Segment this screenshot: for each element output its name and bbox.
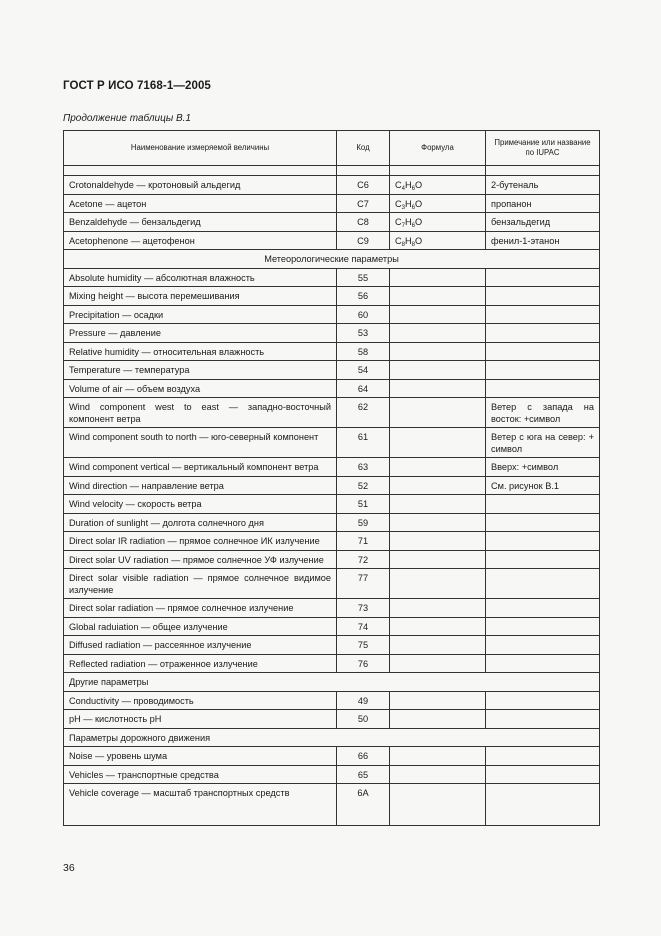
table-row	[64, 747, 600, 766]
formula-element: H	[404, 180, 412, 190]
cell-code: C9	[337, 231, 390, 250]
table-row	[64, 569, 600, 599]
table-row	[64, 599, 600, 618]
column-header-code: Код	[337, 131, 390, 166]
cell-name: Noise — уровень шума	[64, 747, 337, 766]
cell-name: Wind component south to north — юго-северный компонент	[64, 428, 337, 458]
cell-code: 64	[337, 379, 390, 398]
cell-code: 50	[337, 710, 390, 729]
formula-element: O	[414, 217, 423, 227]
cell-name: Wind direction — направление ветра	[64, 476, 337, 495]
cell-name: Crotonaldehyde — кротоновый альдегид	[64, 176, 337, 195]
cell-note	[486, 636, 600, 655]
table-header-row	[64, 131, 600, 166]
cell-note	[486, 747, 600, 766]
cell-name: Acetophenone — ацетофенон	[64, 231, 337, 250]
cell-formula	[390, 194, 486, 213]
cell-name: Direct solar visible radiation — прямое солнечное видимое излучение	[64, 569, 337, 599]
cell-code: 49	[337, 691, 390, 710]
cell-note	[486, 379, 600, 398]
cell-code: 52	[337, 476, 390, 495]
standard-header: ГОСТ Р ИСО 7168-1—2005	[63, 80, 211, 92]
cell-note: бензальдегид	[486, 213, 600, 232]
cell-code: 6A	[337, 784, 390, 826]
formula-element: O	[414, 235, 423, 246]
cell-code: 74	[337, 617, 390, 636]
table-row	[64, 287, 600, 306]
column-header-note: Примечание или название по IUPAC	[486, 131, 600, 166]
cell-formula	[390, 458, 486, 477]
formula-element: O	[414, 180, 423, 190]
cell-code: 76	[337, 654, 390, 673]
formula-subscript: 4	[401, 186, 405, 192]
cell-formula	[390, 550, 486, 569]
formula-element: H	[404, 217, 412, 227]
cell-code: 62	[337, 398, 390, 428]
cell-note	[486, 710, 600, 729]
cell-code: 66	[337, 747, 390, 766]
cell-formula	[390, 569, 486, 599]
cell-note: Ветер с запада на восток: +символ	[486, 398, 600, 428]
cell-note: Ветер с юга на север: + символ	[486, 428, 600, 458]
section-row	[64, 250, 600, 269]
cell-note	[486, 495, 600, 514]
cell-formula	[390, 513, 486, 532]
cell-note	[486, 324, 600, 343]
table-row	[64, 194, 600, 213]
cell-formula	[390, 379, 486, 398]
cell-formula	[390, 710, 486, 729]
formula-element: C	[395, 180, 402, 190]
cell-formula	[390, 617, 486, 636]
table-row	[64, 398, 600, 428]
cell-note: Вверх: +символ	[486, 458, 600, 477]
cell-code: 60	[337, 305, 390, 324]
cell-name: Global raduiation — общее излучение	[64, 617, 337, 636]
cell-note	[486, 550, 600, 569]
cell-code: 72	[337, 550, 390, 569]
cell-code: 54	[337, 361, 390, 380]
cell-formula	[390, 231, 486, 250]
cell-name: Conductivity — проводимость	[64, 691, 337, 710]
cell-code: 53	[337, 324, 390, 343]
cell-code: C8	[337, 213, 390, 232]
cell-code: 56	[337, 287, 390, 306]
cell-note	[486, 654, 600, 673]
cell-name: Vehicle coverage — масштаб транспортных средств	[64, 784, 337, 826]
cell-code: 73	[337, 599, 390, 618]
table-row	[64, 636, 600, 655]
cell-name: Direct solar radiation — прямое солнечное излучение	[64, 599, 337, 618]
cell-name: Benzaldehyde — бензальдегид	[64, 213, 337, 232]
formula-subscript: 8	[411, 241, 415, 248]
column-header-name: Наименование измеряемой величины	[64, 131, 337, 166]
cell-formula	[390, 213, 486, 232]
cell-note	[486, 599, 600, 618]
cell-formula	[390, 324, 486, 343]
cell-name: Mixing height — высота перемешивания	[64, 287, 337, 306]
cell-name: Volume of air — объем воздуха	[64, 379, 337, 398]
cell-formula	[390, 398, 486, 428]
cell-code: 65	[337, 765, 390, 784]
cell-note	[486, 569, 600, 599]
formula-subscript: 7	[401, 223, 405, 229]
table-row	[64, 495, 600, 514]
cell-formula	[390, 476, 486, 495]
cell-note: фенил-1-этанон	[486, 231, 600, 250]
cell-code: 51	[337, 495, 390, 514]
formula-element: O	[414, 198, 423, 209]
cell-formula	[390, 361, 486, 380]
cell-note	[486, 765, 600, 784]
cell-code: 77	[337, 569, 390, 599]
cell-name: Relative humidity — относительная влажность	[64, 342, 337, 361]
cell-code: 63	[337, 458, 390, 477]
cell-code: 58	[337, 342, 390, 361]
cell-formula	[390, 287, 486, 306]
group-row	[64, 728, 600, 747]
cell-name: Wind velocity — скорость ветра	[64, 495, 337, 514]
cell-code: 59	[337, 513, 390, 532]
table-row	[64, 361, 600, 380]
group-title: Параметры дорожного движения	[64, 728, 600, 747]
table-caption: Продолжение таблицы В.1	[63, 113, 191, 124]
cell-note: См. рисунок В.1	[486, 476, 600, 495]
cell-name: Absolute humidity — абсолютная влажность	[64, 268, 337, 287]
cell-name: pH — кислотность pH	[64, 710, 337, 729]
section-title: Метеорологические параметры	[64, 250, 600, 269]
cell-formula	[390, 532, 486, 551]
table-row	[64, 765, 600, 784]
table-row	[64, 654, 600, 673]
table-row	[64, 513, 600, 532]
table-row	[64, 476, 600, 495]
cell-name: Reflected radiation — отраженное излучение	[64, 654, 337, 673]
header-gap-row	[64, 166, 600, 176]
cell-code: 55	[337, 268, 390, 287]
group-title: Другие параметры	[64, 673, 600, 692]
table-row	[64, 342, 600, 361]
cell-code: C6	[337, 176, 390, 195]
table-row	[64, 458, 600, 477]
table-row	[64, 213, 600, 232]
cell-formula	[390, 495, 486, 514]
cell-formula	[390, 654, 486, 673]
table-body	[64, 166, 600, 826]
table-row	[64, 532, 600, 551]
cell-note: пропанон	[486, 194, 600, 213]
cell-name: Direct solar UV radiation — прямое солнечное УФ излучение	[64, 550, 337, 569]
cell-formula	[390, 305, 486, 324]
cell-name: Temperature — температура	[64, 361, 337, 380]
cell-name: Precipitation — осадки	[64, 305, 337, 324]
table-row	[64, 710, 600, 729]
cell-code: C7	[337, 194, 390, 213]
cell-name: Vehicles — транспортные средства	[64, 765, 337, 784]
cell-note	[486, 268, 600, 287]
cell-formula	[390, 636, 486, 655]
cell-note	[486, 513, 600, 532]
cell-formula	[390, 691, 486, 710]
cell-formula	[390, 784, 486, 826]
cell-note	[486, 305, 600, 324]
formula-element: H	[404, 198, 412, 209]
table-row	[64, 305, 600, 324]
cell-code: 61	[337, 428, 390, 458]
formula-subscript: 6	[411, 223, 415, 229]
table-row	[64, 379, 600, 398]
cell-note	[486, 784, 600, 826]
cell-note	[486, 361, 600, 380]
cell-code: 71	[337, 532, 390, 551]
cell-formula	[390, 268, 486, 287]
cell-name: Direct solar IR radiation — прямое солнечное ИК излучение	[64, 532, 337, 551]
cell-name: Pressure — давление	[64, 324, 337, 343]
cell-formula	[390, 342, 486, 361]
column-header-formula: Формула	[390, 131, 486, 166]
table-row	[64, 550, 600, 569]
cell-formula	[390, 747, 486, 766]
formula-element: H	[404, 235, 412, 246]
table-row	[64, 268, 600, 287]
formula-subscript: 8	[401, 241, 405, 248]
formula-subscript: 6	[411, 204, 415, 211]
formula-element: C	[395, 198, 402, 209]
table-row	[64, 428, 600, 458]
parameters-table	[63, 130, 600, 826]
table-row	[64, 617, 600, 636]
formula-element: C	[395, 235, 402, 246]
cell-note	[486, 617, 600, 636]
cell-name: Duration of sunlight — долгота солнечного дня	[64, 513, 337, 532]
table-row	[64, 231, 600, 250]
cell-note	[486, 287, 600, 306]
cell-name: Diffused radiation — рассеянное излучение	[64, 636, 337, 655]
table-row	[64, 324, 600, 343]
cell-name: Wind component vertical — вертикальный компонент ветра	[64, 458, 337, 477]
cell-note: 2-бутеналь	[486, 176, 600, 195]
cell-note	[486, 691, 600, 710]
cell-code: 75	[337, 636, 390, 655]
table-row	[64, 691, 600, 710]
page-number: 36	[63, 862, 75, 874]
cell-name: Wind component west to east — западно-восточный компонент ветра	[64, 398, 337, 428]
group-row	[64, 673, 600, 692]
table-row	[64, 176, 600, 195]
cell-note	[486, 532, 600, 551]
cell-formula	[390, 176, 486, 195]
formula-subscript: 3	[401, 204, 405, 211]
cell-formula	[390, 428, 486, 458]
formula-subscript: 6	[411, 186, 415, 192]
formula-element: C	[395, 217, 402, 227]
cell-note	[486, 342, 600, 361]
cell-formula	[390, 599, 486, 618]
cell-name: Acetone — ацетон	[64, 194, 337, 213]
cell-formula	[390, 765, 486, 784]
table-row	[64, 784, 600, 826]
